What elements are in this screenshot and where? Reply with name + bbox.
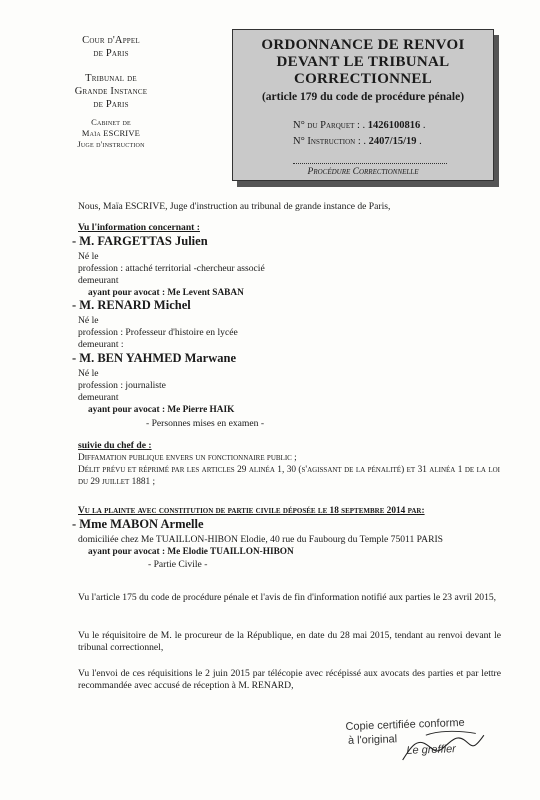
procedure-type: Procédure Correctionnelle <box>307 167 419 177</box>
court-de-paris-2: de Paris <box>93 99 129 110</box>
person-1-lawyer: ayant pour avocat : Me Levent SABAN <box>88 288 244 298</box>
court-de-paris-1: de Paris <box>93 48 129 59</box>
person-3-name: - M. BEN YAHMED Marwane <box>72 351 236 365</box>
info-heading: Vu l'information concernant : <box>78 222 200 233</box>
certification-stamp <box>345 714 517 766</box>
title-box <box>232 29 494 181</box>
civil-party-domicile: domiciliée chez Me TUAILLON-HIBON Elodie, 40 rue du Faubourg du Temple 75011 PARIS <box>78 534 443 545</box>
court-gi: Grande Instance <box>74 86 148 97</box>
paragraph-requisitoire: Vu le réquisitoire de M. le procureur de la République, en date du 28 mai 2015, tendant au renvoi devant le tribunal correctionnel, <box>78 630 501 653</box>
person-2-profession: profession : Professeur d'histoire en lycée <box>78 327 238 338</box>
parquet-number: 1426100816 <box>367 120 421 131</box>
person-3-address: demeurant <box>78 392 119 403</box>
court-header <box>46 34 176 150</box>
paragraph-envoi: Vu l'envoi de ces réquisitions le 2 juin 2015 par télécopie avec récépissé aux avocats des parties et par lettre recommandée avec accusé de réception à M. RENARD, <box>78 668 501 691</box>
mises-en-examen: - Personnes mises en examen - <box>146 418 265 429</box>
stamp-line-1: Copie certifiée conforme <box>345 716 465 733</box>
court-role: Juge d'instruction <box>77 139 145 149</box>
plainte-heading: Vu la plainte avec constitution de partie civile déposée le 18 septembre 2014 par: <box>78 506 425 516</box>
title-line-3: CORRECTIONNEL <box>293 71 433 87</box>
civil-party-lawyer: ayant pour avocat : Me Elodie TUAILLON-HIBON <box>88 547 294 557</box>
chef-line-1: Diffamation publique envers un fonctionnaire public ; <box>78 453 297 463</box>
person-3-lawyer: ayant pour avocat : Me Pierre HAIK <box>88 405 235 415</box>
instruction-number: 2407/15/19 <box>368 136 417 147</box>
person-1-born: Né le <box>78 251 99 262</box>
person-1-name: - M. FARGETTAS Julien <box>72 234 208 248</box>
title-line-2: DEVANT LE TRIBUNAL <box>276 54 450 70</box>
person-3-born: Né le <box>78 368 99 379</box>
chef-line-2: Délit prévu et réprimé par les articles 29 alinéa 1, 30 (s'agissant de la pénalité) et 31 alinéa 1 de la loi du 29 juillet 1881 ; <box>78 465 500 487</box>
title-article: (article 179 du code de procédure pénale) <box>261 91 465 103</box>
instruction-label: N° Instruction <box>293 136 356 147</box>
person-1-profession: profession : attaché territorial -chercheur associé <box>78 263 265 274</box>
person-2-born: Né le <box>78 315 99 326</box>
court-judge: Maïa ESCRIVE <box>81 128 141 138</box>
paragraph-article-175: Vu l'article 175 du code de procédure pénale et l'avis de fin d'information notifié aux parties le 23 avril 2015, <box>78 592 497 603</box>
court-cour: Cour d'Appel <box>82 35 140 46</box>
stamp-line-3: Le greffier <box>406 743 457 757</box>
person-1-address: demeurant <box>78 275 119 286</box>
title-line-1: ORDONNANCE DE RENVOI <box>261 37 465 53</box>
person-3-profession: profession : journaliste <box>78 380 166 391</box>
civil-party-tag: - Partie Civile - <box>148 559 208 570</box>
chef-heading: suivie du chef de : <box>78 440 152 451</box>
person-2-name: - M. RENARD Michel <box>72 298 191 312</box>
court-cabinet: Cabinet de <box>91 117 131 127</box>
civil-party-name: - Mme MABON Armelle <box>72 517 204 531</box>
stamp-line-2: à l'original <box>347 733 398 747</box>
case-references: N° du Parquet : . 1426100816 . N° Instruction : . 2407/15/19 . <box>293 120 426 147</box>
court-tribunal: Tribunal de <box>85 73 137 84</box>
intro-text: Nous, Maïa ESCRIVE, Juge d'instruction au tribunal de grande instance de Paris, <box>78 201 391 212</box>
signature-icon <box>398 727 489 764</box>
person-2-address: demeurant : <box>78 339 124 350</box>
parquet-label: N° du Parquet <box>293 120 355 131</box>
